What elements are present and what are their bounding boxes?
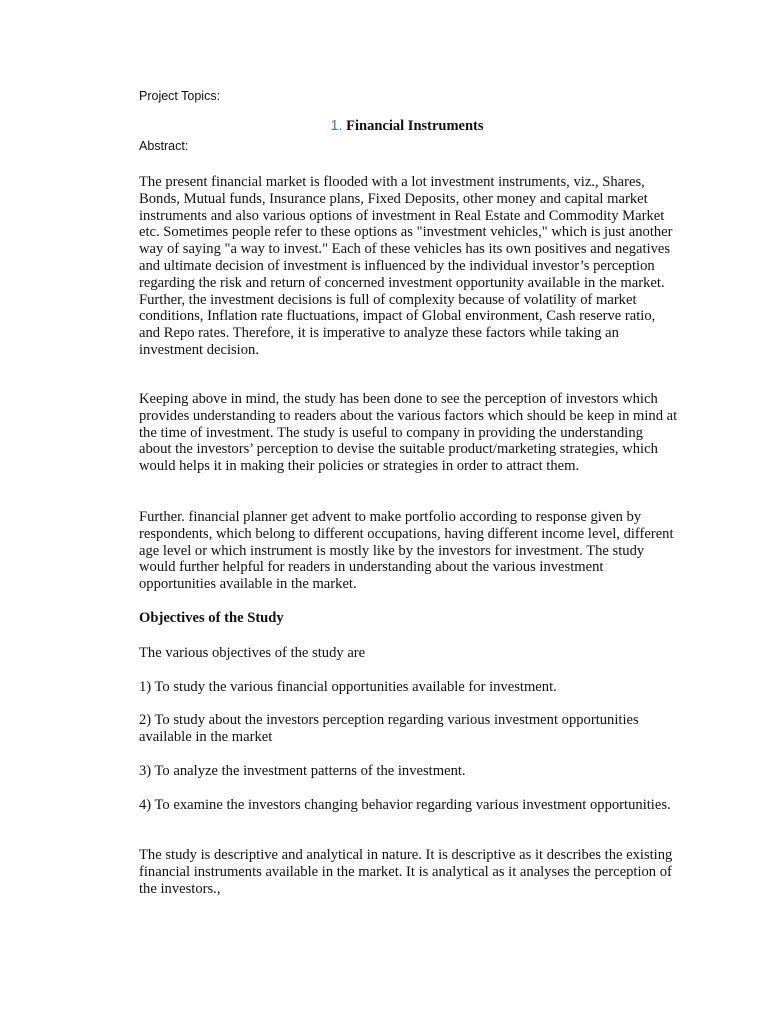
closing-paragraph: The study is descriptive and analytical in nature. It is descriptive as it describes the existing financial instruments available in the market. It is analytical as it analyses the perception of the investors., xyxy=(139,847,673,897)
objective-item-4: 4) To examine the investors changing behavior regarding various investment opportunities. xyxy=(139,797,671,813)
objectives-intro: The various objectives of the study are xyxy=(139,645,366,661)
title-number: 1. xyxy=(330,118,343,134)
objectives-heading: Objectives of the Study xyxy=(139,610,284,626)
abstract-paragraph-1: The present financial market is flooded with a lot investment instruments, viz., Shares, Bonds, Mutual funds, Insurance plans, Fixed Deposits, other money and capital market instruments and also various options of investment in Real Estate and Commodity Market etc. Sometimes people refer to these options as "investment vehicles," which is just another way of saying "a way to invest." Each of these vehicles has its own positives and negatives and ultimate decision of investment is influenced by the individual investor’s perception regarding the risk and return of concerned investment opportunity available in the market. Further, the investment decisions is full of complexity because of volatility of market conditions, Inflation rate fluctuations, impact of Global environment, Cash reserve ratio, and Repo rates. Therefore, it is imperative to analyze these factors while taking an investment decision. xyxy=(139,174,673,358)
objective-item-1: 1) To study the various financial opportunities available for investment. xyxy=(139,679,557,695)
document-title xyxy=(0,118,768,135)
objective-item-3: 3) To analyze the investment patterns of the investment. xyxy=(139,763,466,779)
project-topics-label: Project Topics: xyxy=(139,89,221,103)
abstract-paragraph-2: Keeping above in mind, the study has been done to see the perception of investors which provides understanding to readers about the various factors which should be keep in mind at the time of investment. The study is useful to company in providing the understanding about the investors’ perception to devise the suitable product/marketing strategies, which would helps it in making their policies or strategies in order to attract them. xyxy=(139,391,678,475)
abstract-paragraph-3: Further. financial planner get advent to make portfolio according to response given by respondents, which belong to different occupations, having different income level, different age level or which instrument is mostly like by the investors for investment. The study would further helpful for readers in understanding about the various investment opportunities available in the market. xyxy=(139,509,674,593)
title-text: Financial Instruments xyxy=(346,118,484,134)
objective-item-2: 2) To study about the investors perception regarding various investment opportunities available in the market xyxy=(139,712,639,745)
abstract-label: Abstract: xyxy=(139,139,189,153)
